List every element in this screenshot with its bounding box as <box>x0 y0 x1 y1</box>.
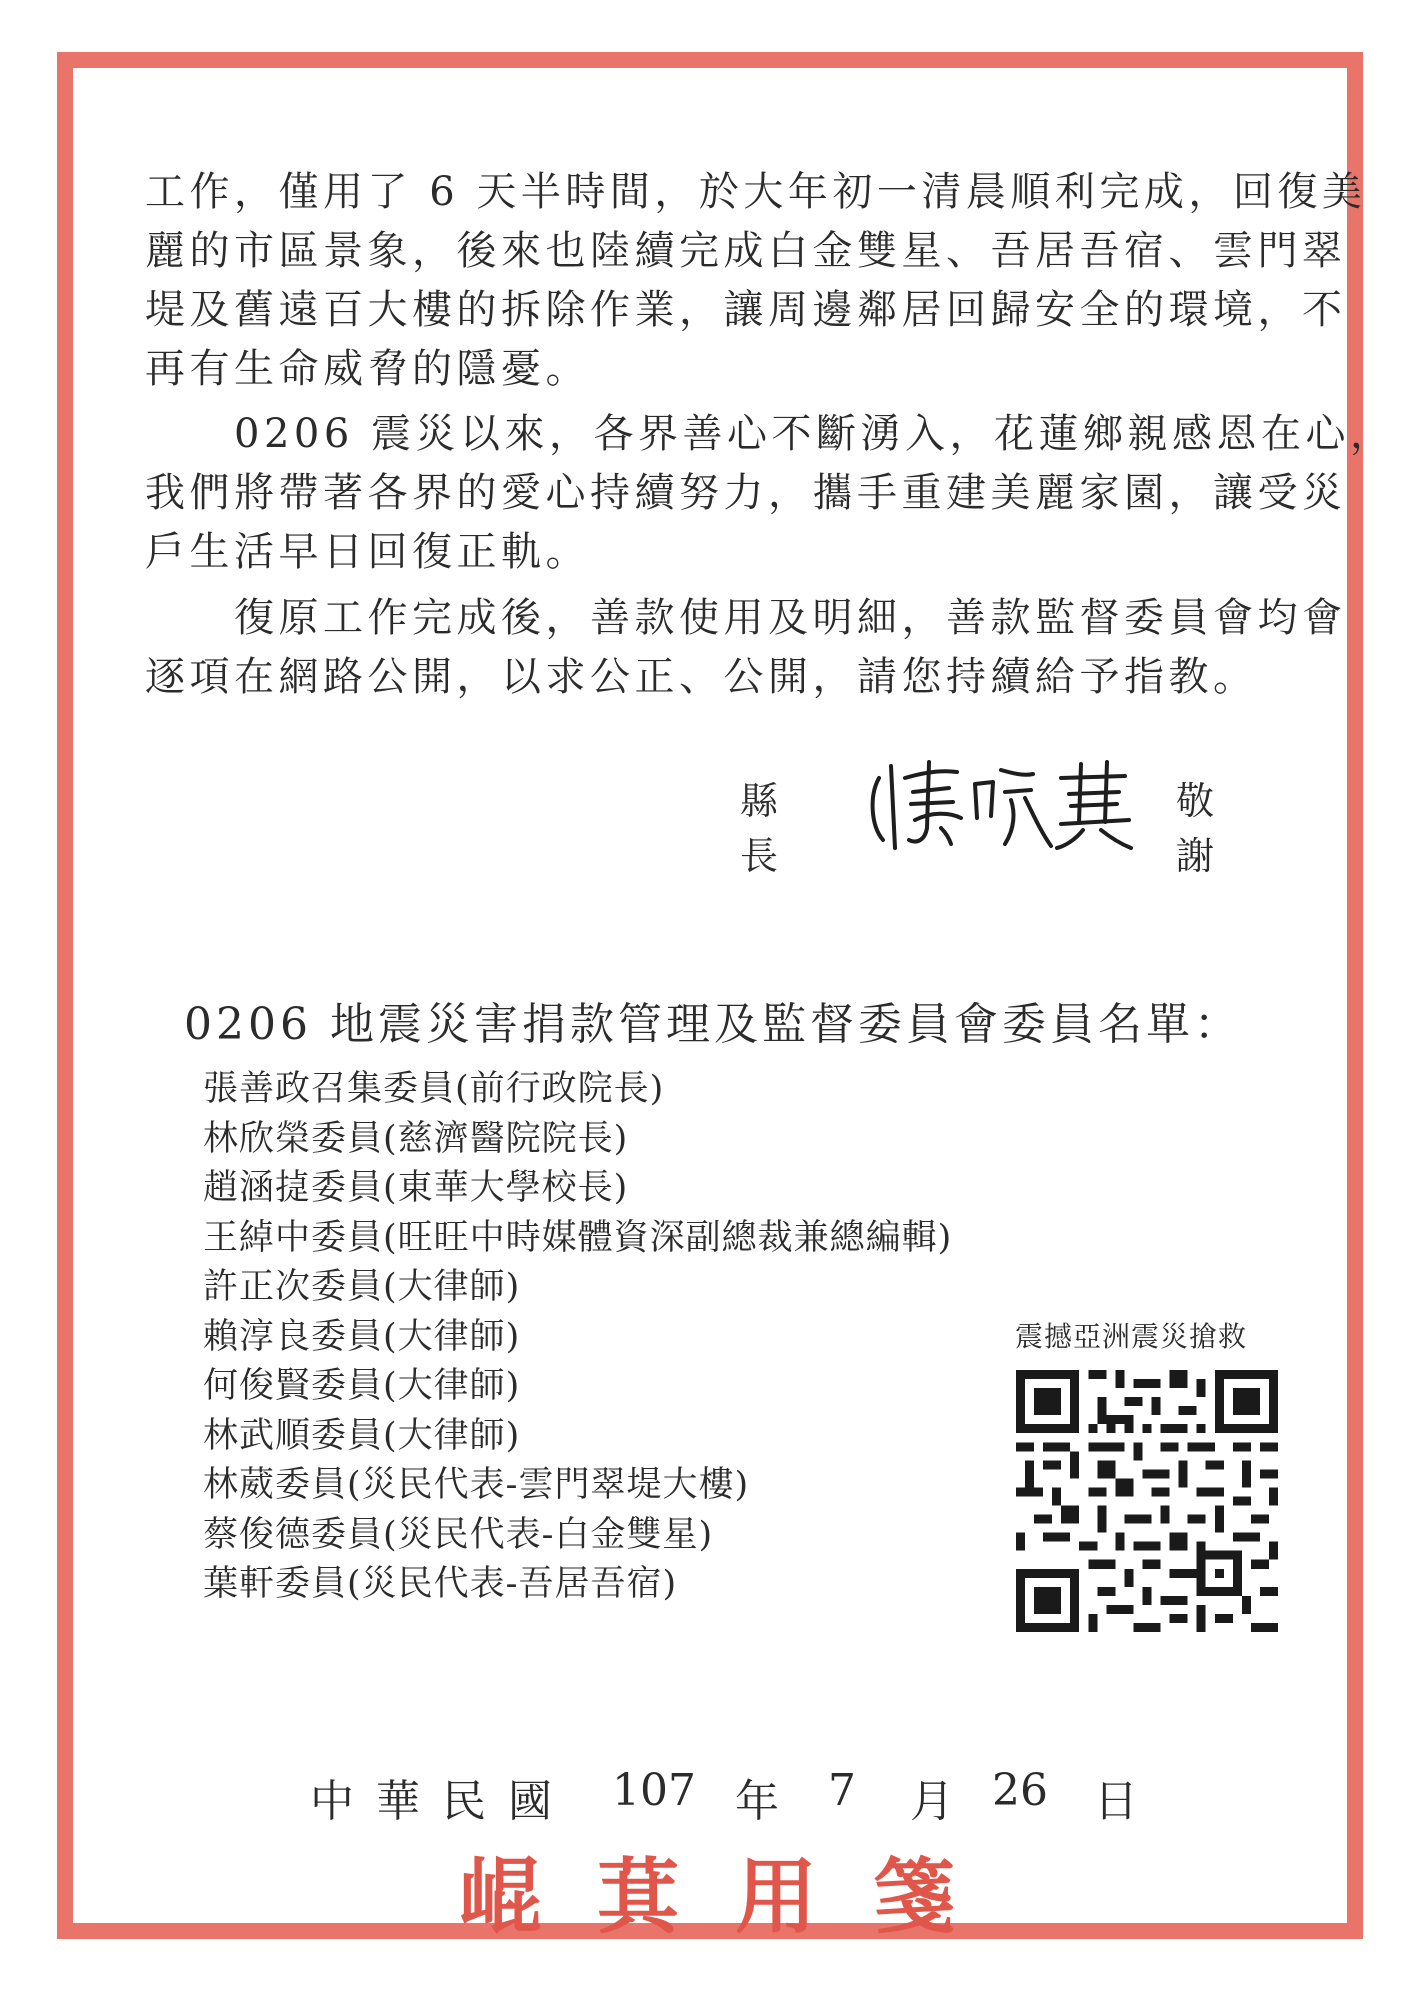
committee-title: 0206 地震災害捐款管理及監督委員會委員名單： <box>184 999 1242 1050</box>
qr-caption: 震撼亞洲震災搶救 <box>1015 1320 1248 1353</box>
paragraph-line: 我們將帶著各界的愛心持續努力，攜手重建美麗家園，讓受災 <box>145 470 1347 516</box>
date-prefix: 中 華 民 國 <box>310 1776 556 1827</box>
committee-member: 林葳委員(災民代表-雲門翠堤大樓) <box>203 1465 750 1505</box>
date-month-unit: 月 <box>910 1776 954 1827</box>
committee-member: 張善政召集委員(前行政院長) <box>203 1069 665 1109</box>
paragraph-line: 堤及舊遠百大樓的拆除作業，讓周邊鄰居回歸安全的環境，不 <box>145 287 1347 333</box>
closing-thanks: 敬謝 <box>1176 779 1218 878</box>
date-month: 7 <box>828 1765 856 1816</box>
date-day: 26 <box>992 1765 1048 1816</box>
paragraph-line: 工作，僅用了 6 天半時間，於大年初一清晨順利完成，回復美 <box>145 169 1367 215</box>
committee-member: 何俊賢委員(大律師) <box>203 1366 521 1406</box>
letter-paragraph-3 <box>145 589 1347 707</box>
paragraph-line: 麗的市區景象，後來也陸續完成白金雙星、吾居吾宿、雲門翠 <box>145 228 1347 274</box>
letter-paragraph-2 <box>145 405 1395 582</box>
committee-member: 林武順委員(大律師) <box>203 1415 521 1456</box>
qr-block <box>1000 1315 1290 1355</box>
committee-member: 許正次委員(大律師) <box>203 1267 521 1307</box>
committee-member: 賴淳良委員(大律師) <box>203 1316 521 1357</box>
qr-code-icon[interactable] <box>1016 1370 1278 1632</box>
paragraph-line: 0206 震災以來，各界善心不斷湧入，花蓮鄉親感恩在心， <box>145 411 1395 457</box>
paragraph-line: 戶生活早日回復正軌。 <box>145 529 590 575</box>
committee-member-list <box>203 1065 952 1610</box>
paragraph-line: 逐項在網路公開，以求公正、公開，請您持續給予指教。 <box>145 654 1258 700</box>
letter-paragraph-1 <box>145 163 1367 399</box>
committee-member: 王綽中委員(旺旺中時媒體資深副總裁兼總編輯) <box>203 1217 953 1258</box>
paragraph-line: 再有生命威脅的隱憂。 <box>145 346 590 392</box>
committee-member: 趙涵㨗委員(東華大學校長) <box>203 1168 629 1208</box>
letter-date <box>0 1765 1414 1825</box>
committee-member: 蔡俊德委員(災民代表-白金雙星) <box>203 1514 714 1555</box>
letterhead-title: 崐萁用箋 <box>458 1849 1011 1945</box>
date-year-unit: 年 <box>735 1776 779 1827</box>
handwritten-signature <box>865 748 1135 858</box>
paragraph-line: 復原工作完成後，善款使用及明細，善款監督委員會均會 <box>145 595 1347 641</box>
date-year: 107 <box>612 1765 696 1816</box>
closing-title: 縣長 <box>740 779 782 878</box>
committee-member: 葉軒委員(災民代表-吾居吾宿) <box>203 1564 678 1604</box>
committee-member: 林欣榮委員(慈濟醫院院長) <box>203 1118 629 1159</box>
date-day-unit: 日 <box>1094 1776 1138 1827</box>
